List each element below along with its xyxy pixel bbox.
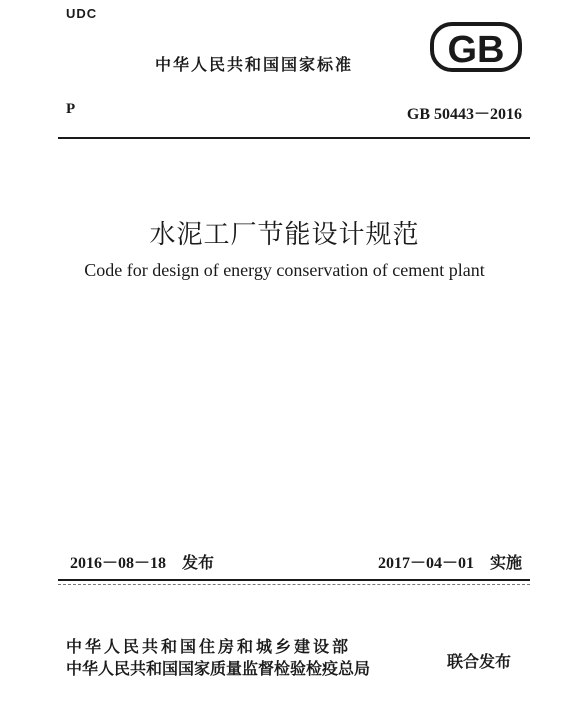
- bottom-dashed-divider: [58, 584, 530, 585]
- svg-text:GB: GB: [447, 29, 505, 71]
- title-english: Code for design of energy conservation of cement plant: [84, 260, 485, 280]
- standard-type: 中华人民共和国国家标准: [155, 55, 354, 74]
- publisher-line-2: 中华人民共和国国家质量监督检验检疫总局: [66, 659, 371, 678]
- gb-logo: [430, 22, 522, 72]
- bottom-divider: [58, 579, 530, 581]
- publisher-line-1: 中华人民共和国住房和城乡建设部: [66, 637, 352, 656]
- implementation-date: 2017－04－01 实施: [377, 555, 522, 572]
- top-divider: [58, 137, 530, 139]
- issue-date: 2016－08－18 发布: [70, 555, 215, 572]
- udc-label: UDC: [66, 6, 98, 21]
- classification-code: P: [66, 101, 76, 117]
- standard-number: GB 50443－2016: [406, 106, 522, 123]
- title-chinese: 水泥工厂节能设计规范: [149, 220, 420, 250]
- joint-release-label: 联合发布: [447, 652, 512, 671]
